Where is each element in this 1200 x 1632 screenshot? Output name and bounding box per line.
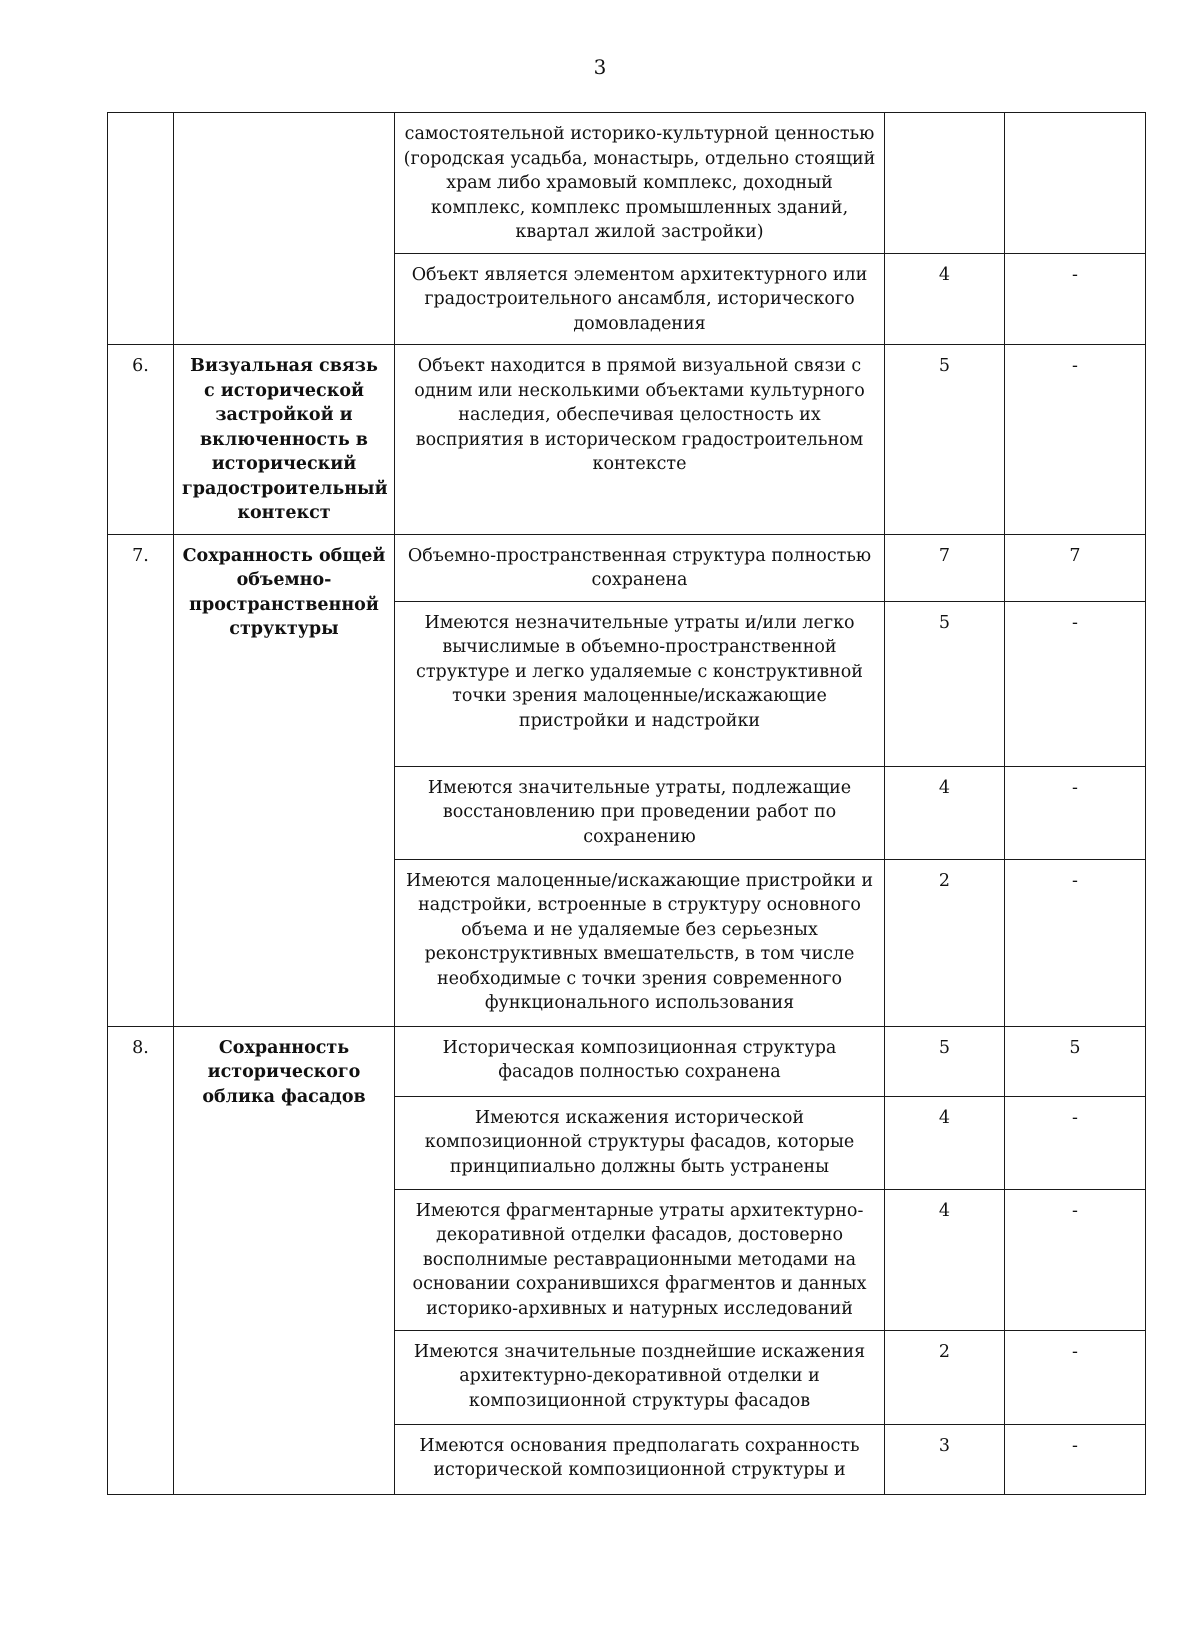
- indicator-text: Имеются искажения исторической композиционной структуры фасадов, которые принципиально должны быть устранены: [395, 1096, 885, 1189]
- row-number: 6.: [108, 345, 174, 535]
- max-score: [1005, 113, 1146, 254]
- indicator-text: Имеются фрагментарные утраты архитектурно-декоративной отделки фасадов, достоверно восполнимые реставрационными методами на основании сохранившихся фрагментов и данных историко-архивных и натурных исследований: [395, 1189, 885, 1330]
- page-number: 3: [593, 55, 607, 79]
- criterion-name: Сохранность исторического облика фасадов: [174, 1026, 395, 1494]
- max-score: 7: [1005, 534, 1146, 601]
- indicator-score: 4: [885, 1096, 1005, 1189]
- indicator-text: Объект является элементом архитектурного или градостроительного ансамбля, исторического домовладения: [395, 253, 885, 345]
- criteria-table: [107, 112, 1146, 1495]
- indicator-text: Объект находится в прямой визуальной связи с одним или несколькими объектами культурного наследия, обеспечивая целостность их восприятия в историческом градостроительном контексте: [395, 345, 885, 535]
- indicator-text: Имеются основания предполагать сохранность исторической композиционной структуры и: [395, 1424, 885, 1494]
- indicator-score: 4: [885, 1189, 1005, 1330]
- indicator-score: 5: [885, 601, 1005, 766]
- max-score: -: [1005, 1096, 1146, 1189]
- table-row: [108, 1026, 1146, 1096]
- row-number: [108, 113, 174, 345]
- indicator-score: 4: [885, 766, 1005, 859]
- indicator-text: Имеются незначительные утраты и/или легко вычислимые в объемно-пространственной структуре и легко удаляемые с конструктивной точки зрения малоценные/искажающие пристройки и надстройки: [395, 601, 885, 766]
- indicator-score: 5: [885, 345, 1005, 535]
- max-score: -: [1005, 1189, 1146, 1330]
- indicator-score: 2: [885, 1330, 1005, 1424]
- max-score: 5: [1005, 1026, 1146, 1096]
- max-score: -: [1005, 253, 1146, 345]
- indicator-text: Имеются значительные позднейшие искажения архитектурно-декоративной отделки и композиционной структуры фасадов: [395, 1330, 885, 1424]
- row-number: 8.: [108, 1026, 174, 1494]
- indicator-text: Историческая композиционная структура фасадов полностью сохранена: [395, 1026, 885, 1096]
- indicator-score: 7: [885, 534, 1005, 601]
- indicator-text: Имеются значительные утраты, подлежащие восстановлению при проведении работ по сохранению: [395, 766, 885, 859]
- table-row: [108, 534, 1146, 601]
- max-score: -: [1005, 345, 1146, 535]
- indicator-score: 2: [885, 859, 1005, 1026]
- table-row: [108, 113, 1146, 254]
- indicator-score: 4: [885, 253, 1005, 345]
- indicator-score: 3: [885, 1424, 1005, 1494]
- indicator-score: 5: [885, 1026, 1005, 1096]
- max-score: -: [1005, 601, 1146, 766]
- max-score: -: [1005, 859, 1146, 1026]
- criterion-name: Сохранность общей объемно-пространственной структуры: [174, 534, 395, 1026]
- indicator-text: самостоятельной историко-культурной ценностью (городская усадьба, монастырь, отдельно стоящий храм либо храмовый комплекс, доходный комплекс, комплекс промышленных зданий, квартал жилой застройки): [395, 113, 885, 254]
- table-row: [108, 345, 1146, 535]
- criterion-name: [174, 113, 395, 345]
- criterion-name: Визуальная связь с исторической застройкой и включенность в исторический градостроительный контекст: [174, 345, 395, 535]
- indicator-text: Объемно-пространственная структура полностью сохранена: [395, 534, 885, 601]
- row-number: 7.: [108, 534, 174, 1026]
- indicator-text: Имеются малоценные/искажающие пристройки и надстройки, встроенные в структуру основного объема и не удаляемые без серьезных реконструктивных вмешательств, в том числе необходимые с точки зрения современного функционального использования: [395, 859, 885, 1026]
- indicator-score: [885, 113, 1005, 254]
- max-score: -: [1005, 766, 1146, 859]
- max-score: -: [1005, 1330, 1146, 1424]
- max-score: -: [1005, 1424, 1146, 1494]
